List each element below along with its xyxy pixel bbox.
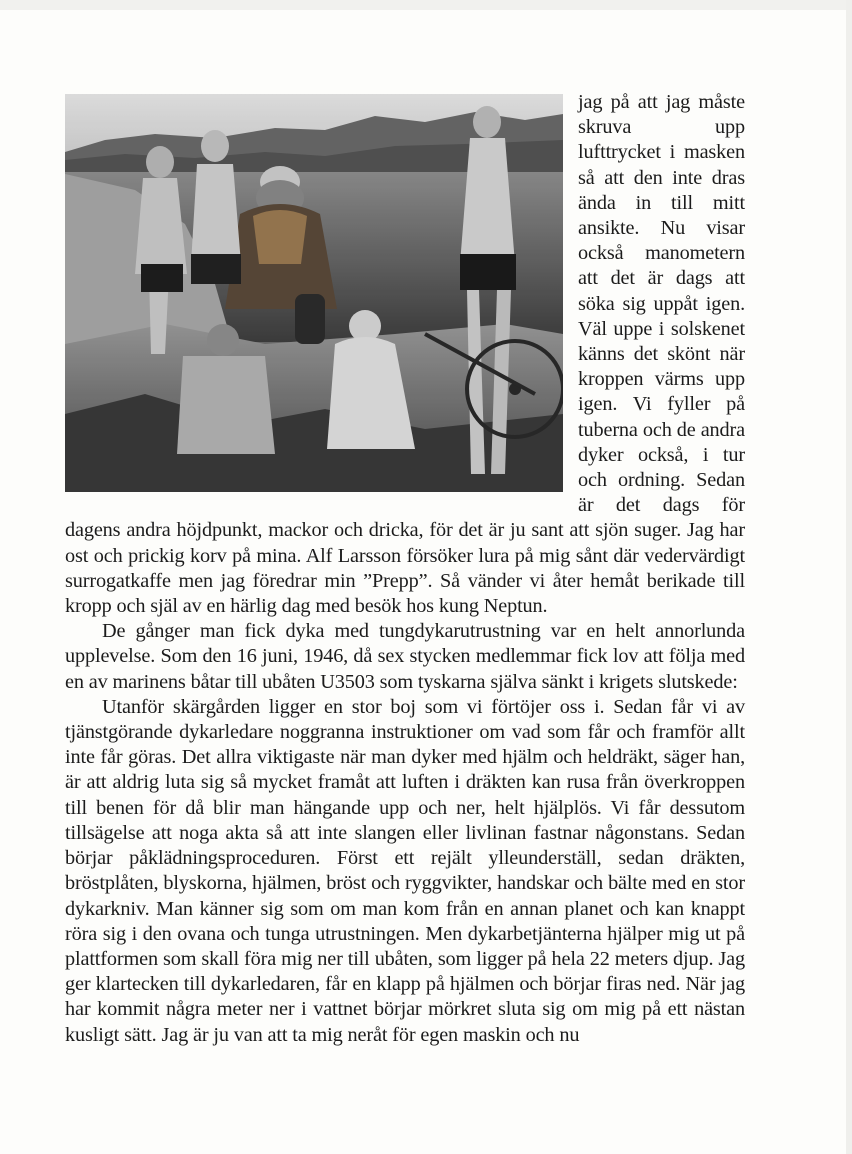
scan-edge-right [846, 0, 852, 1154]
photo-divers-on-rocks [65, 94, 563, 492]
paragraph-3: Utanför skärgården ligger en stor boj som vi förtöjer oss i. Sedan får vi av tjänstgörande dykarledare noggranna instruktioner om vad som får och framför allt inte får göras. Det allra viktigaste när man dyker med hjälm och heldräkt, säger han, är att aldrig luta sig så mycket framåt att luften i dräkten kan rusa från överkroppen till benen för då blir man hängande upp och ner, helt hjälplös. Vi får dessutom tillsägelse att noga akta så att inte slangen eller livlinan fastnar någonstans. Sedan börjar påklädningsproceduren. Först ett rejält ylleunderställ, sedan dräkten, bröstplåten, blyskorna, hjälmen, bröst och ryggvikter, handskar och bälte med en stor dykarkniv. Man känner sig som om man kom från en annan planet och kan knappt röra sig i den ovana och tunga utrustningen. Men dykarbetjänterna hjälper mig ut på plattformen som skall föra mig ner till ubåten, som ligger på hela 22 meters djup. Jag ger klartecken till dykarledaren, får en klapp på hjälmen och börjar firas ned. När jag har kommit några meter ner i vattnet börjar mörkret sluta sig om mig på ett nästan kusligt sätt. Jag är ju van att ta mig neråt för egen maskin och nu [65, 695, 745, 1046]
paragraph-2: De gånger man fick dyka med tungdykarutrustning var en helt annorlunda upplevelse. Som den 16 juni, 1946, då sex stycken medlemmar fick lov att följa med en av marinens båtar till ubåten U3503 som tyskarna själva sänkt i krigets slutskede: [65, 620, 745, 693]
paragraph-1: jag på att jag måste skruva upp lufttrycket i masken så att den inte dras ända in till mitt ansikte. Nu visar också manometern att det är dags att söka sig uppåt igen. Väl uppe i solskenet känns det skönt när kroppen värms upp igen. Vi fyller på tuberna och de andra dyker också, i tur och ordning. Sedan är det dags för dagens andra höjdpunkt, mackor och dricka, för det är ju sant att sjön suger. Jag har ost och prickig korv på mina. Alf Larsson försöker lura på mig sånt där vedervärdigt surrogatkaffe men jag föredrar min ”Prepp”. Så vänder vi åter hemåt berikade till kropp och själ av en härlig dag med besök hos kung Neptun. [65, 91, 745, 618]
book-page [65, 90, 745, 1048]
photo-illustration [65, 94, 563, 492]
scan-edge-top [0, 0, 852, 10]
